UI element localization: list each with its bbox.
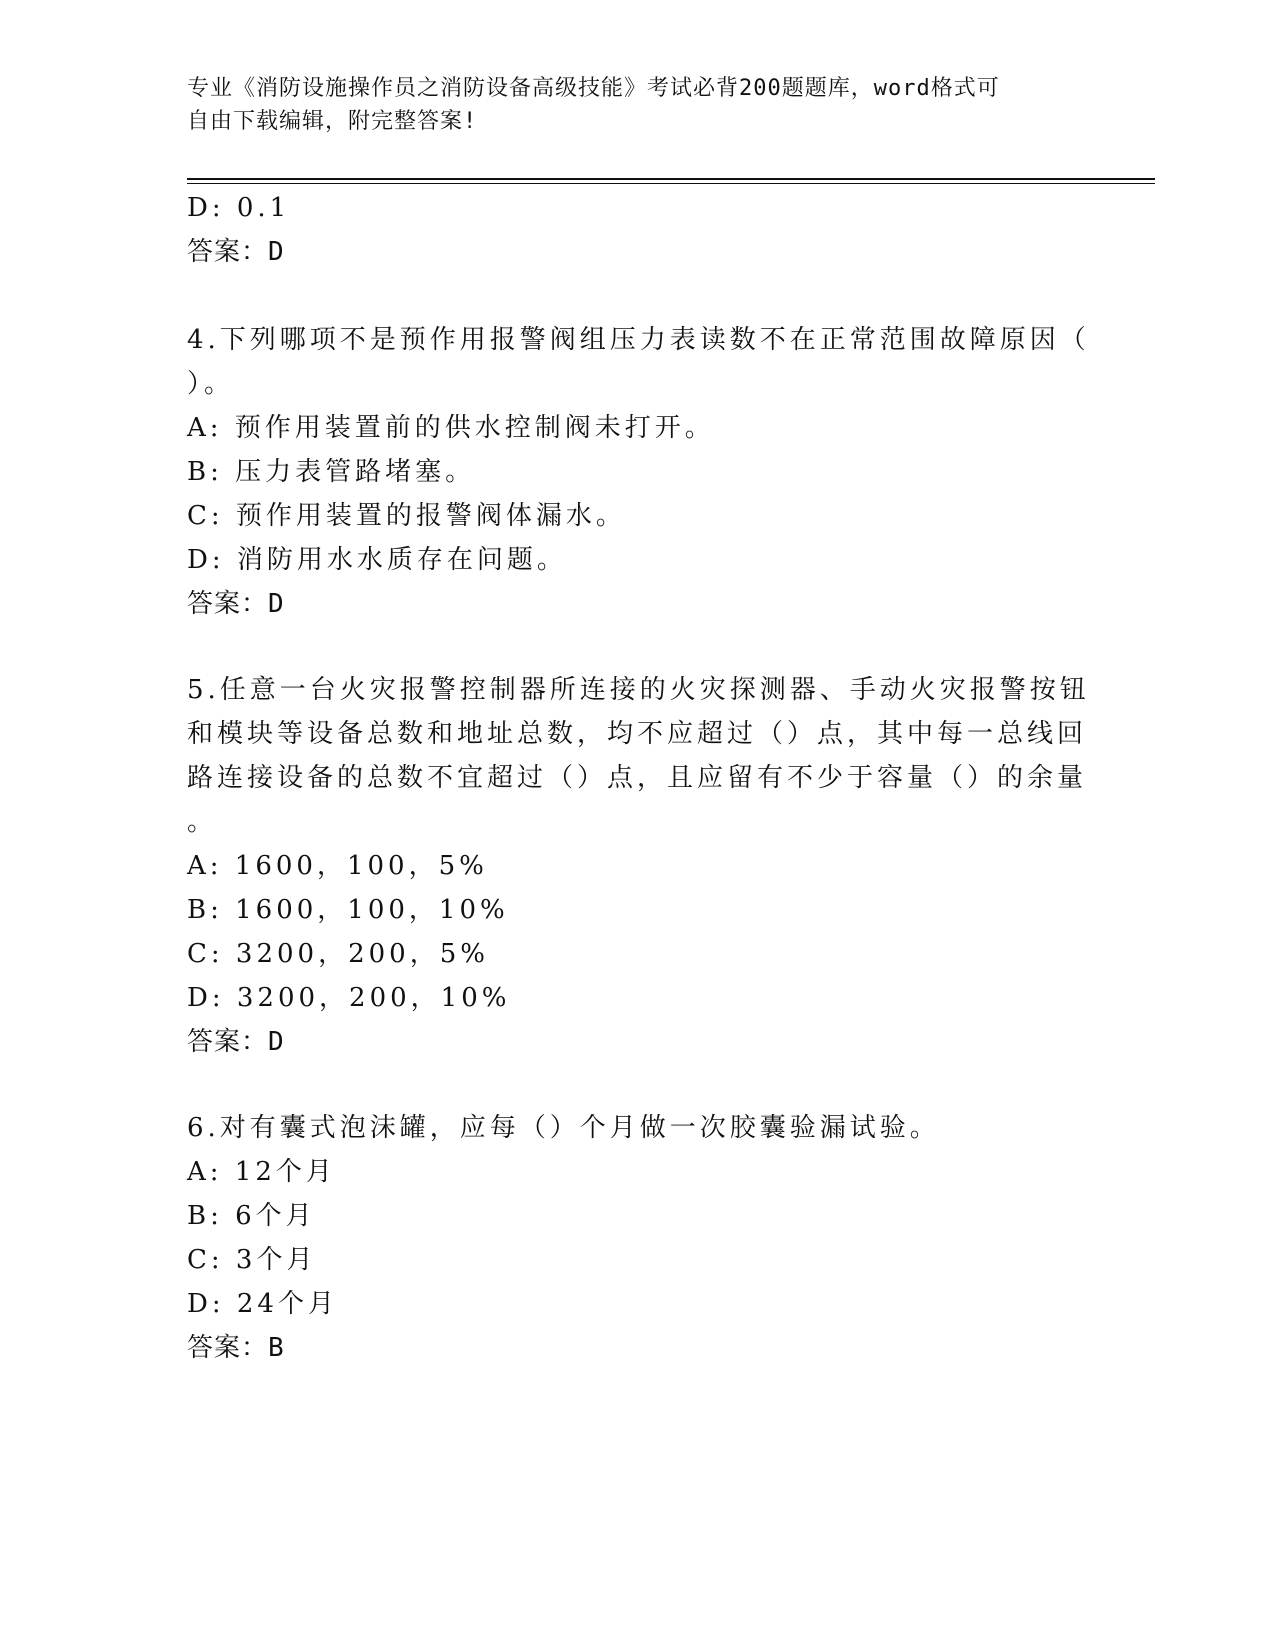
header-title-line-1: 专业《消防设施操作员之消防设备高级技能》考试必背200题题库，word格式可 [187,76,1000,101]
answer-label: 答案： [187,1027,269,1057]
q6-option-a: A: 12个月 [187,1157,336,1187]
header-title-line-2: 自由下载编辑，附完整答案! [187,109,478,134]
q5-stem-line-4: 。 [187,807,218,837]
q6-option-d: D: 24个月 [187,1289,338,1319]
q4-option-d: D: 消防用水水质存在问题。 [187,545,567,575]
q5-option-d: D: 3200，200，10% [187,983,511,1013]
q5-stem-line-1: 5.任意一台火灾报警控制器所连接的火灾探测器、手动火灾报警按钮 [187,675,1090,705]
q4-stem-line-1: 4.下列哪项不是预作用报警阀组压力表读数不在正常范围故障原因（ [187,325,1090,355]
q4-option-b: B: 压力表管路堵塞。 [187,457,476,487]
q4-option-a: A: 预作用装置前的供水控制阀未打开。 [187,413,715,443]
q4-stem-line-2: ）。 [187,369,235,399]
q5-answer [187,1022,285,1062]
answer-label: 答案： [187,1333,269,1363]
answer-label: 答案： [187,237,269,267]
header-divider-thin [187,183,1155,184]
document-header [187,72,1087,138]
q3-option-d: D: 0.1 [187,193,291,223]
q5-stem-line-3: 路连接设备的总数不宜超过（）点，且应留有不少于容量（）的余量 [187,763,1088,793]
q6-option-b: B: 6个月 [187,1201,316,1231]
q3-answer [187,232,285,272]
q5-option-c: C: 3200，200，5% [187,939,489,969]
q5-option-b: B: 1600，100，10% [187,895,509,925]
q6-answer-value: B [268,1333,285,1363]
q6-answer [187,1328,285,1368]
q6-stem-line-1: 6.对有囊式泡沫罐，应每（）个月做一次胶囊验漏试验。 [187,1113,940,1143]
q5-answer-value: D [268,1027,285,1057]
q4-answer [187,584,285,624]
q4-answer-value: D [268,589,285,619]
q4-option-c: C: 预作用装置的报警阀体漏水。 [187,501,626,531]
q3-answer-value: D [268,237,285,267]
answer-label: 答案： [187,589,269,619]
q6-option-c: C: 3个月 [187,1245,317,1275]
q5-stem-line-2: 和模块等设备总数和地址总数，均不应超过（）点，其中每一总线回 [187,719,1088,749]
q5-option-a: A: 1600，100，5% [187,851,488,881]
header-divider-thick [187,178,1155,180]
